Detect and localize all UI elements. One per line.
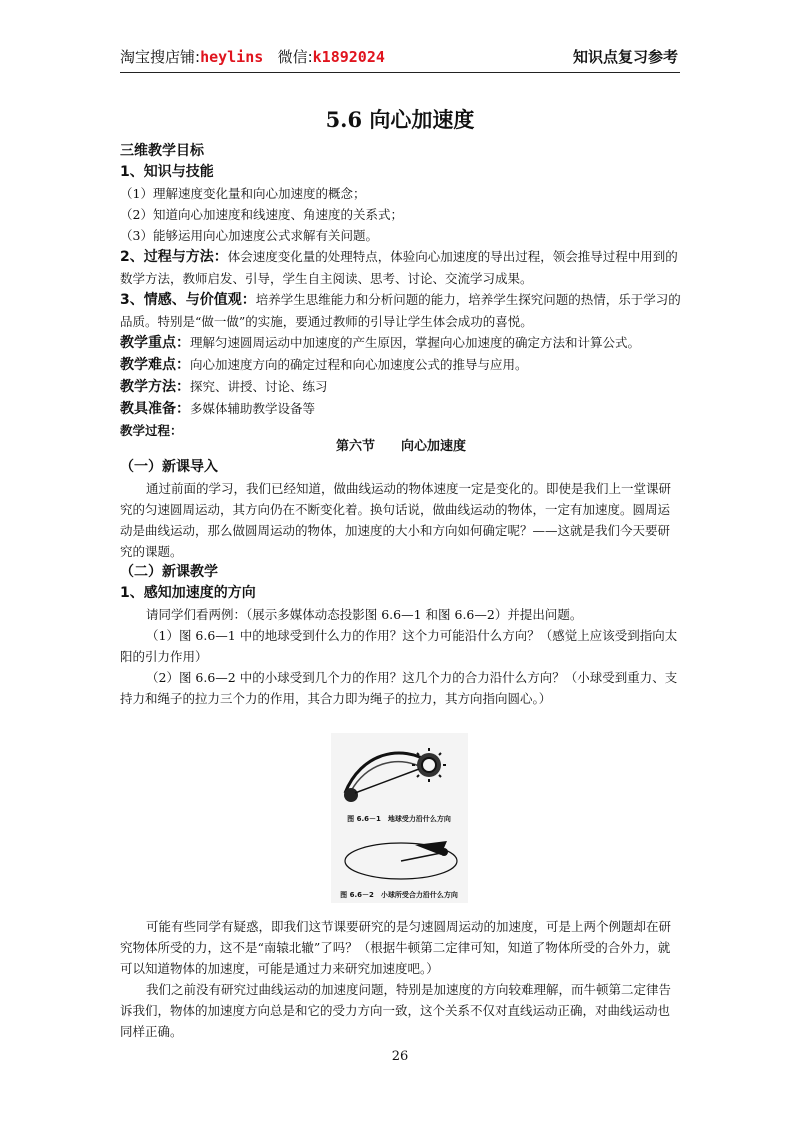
teaching-method <box>120 376 682 398</box>
after-figure-section <box>120 916 682 1042</box>
method-label: 教学方法： <box>120 379 190 395</box>
intro-heading: （一）新课导入 <box>120 459 218 475</box>
emotion-paragraph <box>120 289 682 332</box>
figure-image <box>331 733 468 903</box>
wechat-id: k1892024 <box>312 48 385 66</box>
earth-icon <box>344 788 358 802</box>
shop-name: heylins <box>200 48 264 66</box>
new-lesson-paragraph: 请同学们看两例：（展示多媒体动态投影图 6.6—1 和图 6.6—2）并提出问题。 <box>146 607 583 622</box>
method-text: 探究、讲授、讨论、练习 <box>190 379 328 394</box>
page-title: 5.6 向心加速度 <box>325 107 475 132</box>
page-header <box>120 46 678 70</box>
process-label: 教学过程： <box>120 423 183 438</box>
earth-orbit-arc <box>345 753 431 793</box>
after-paragraph: 可能有些同学有疑惑，即我们这节课要研究的是匀速圆周运动的加速度，可是上两个例题却在研究物体所受的力，这不是“南辕北辙”了吗？（根据牛顿第二定律可知，知道了物体所受的合外力，就可以知道物体的加速度，可能是通过力来研究加速度吧。） <box>120 919 672 976</box>
shop-label: 淘宝搜店铺: <box>120 48 201 66</box>
ball-icon <box>440 848 448 856</box>
new-lesson-heading: （二）新课教学 <box>120 564 218 580</box>
sun-icon <box>412 748 446 782</box>
teaching-tools <box>120 398 682 420</box>
header-shop-info <box>120 46 385 67</box>
key-point <box>120 332 682 354</box>
new-lesson-section <box>120 562 682 709</box>
figure-caption-1: 图 6.6－1 地球受力沿什么方向 <box>347 815 451 823</box>
knowledge-heading: 1、知识与技能 <box>120 164 214 180</box>
header-rule <box>120 72 680 73</box>
tools-text: 多媒体辅助教学设备等 <box>190 401 316 416</box>
page-number: 26 <box>391 1049 409 1064</box>
intro-text: 通过前面的学习，我们已经知道，做曲线运动的物体速度一定是变化的。即使是我们上一堂课研究的匀速圆周运动，其方向仍在不断变化着。换句话说，做曲线运动的物体，一定有加速度。圆周运动是曲线运动，那么做圆周运动的物体，加速度的大小和方向如何确定呢？——这就是我们今天要研究的课题。 <box>120 481 672 559</box>
knowledge-item: （1）理解速度变化量和向心加速度的概念； <box>120 186 366 201</box>
emotion-text: 培养学生思维能力和分析问题的能力，培养学生探究问题的热情，乐于学习的品质。特别是“做一做”的实施，要通过教师的引导让学生体会成功的喜悦。 <box>120 292 681 329</box>
difficulty-point <box>120 354 682 376</box>
figure-caption-2: 图 6.6－2 小球所受合力沿什么方向 <box>340 891 458 899</box>
goals-heading: 三维教学目标 <box>120 143 204 159</box>
figure-drawing <box>331 733 468 903</box>
section-title: 第六节 向心加速度 <box>335 439 466 454</box>
emotion-heading: 3、情感、与价值观： <box>120 292 256 308</box>
wechat-label: 微信: <box>277 48 313 66</box>
new-lesson-paragraph: （2）图 6.6—2 中的小球受到几个力的作用？这几个力的合力沿什么方向？（小球受到重力、支持力和绳子的拉力三个力的作用，其合力即为绳子的拉力，其方向指向圆心。） <box>120 670 678 706</box>
new-lesson-subheading: 1、感知加速度的方向 <box>120 585 256 601</box>
new-lesson-paragraph: （1）图 6.6—1 中的地球受到什么力的作用？这个力可能沿什么方向？（感觉上应该受到指向太阳的引力作用） <box>120 628 678 664</box>
difficulty-label: 教学难点： <box>120 357 190 373</box>
difficulty-text: 向心加速度方向的确定过程和向心加速度公式的推导与应用。 <box>190 357 528 372</box>
string-line <box>401 853 441 861</box>
key-label: 教学重点： <box>120 335 190 351</box>
knowledge-item: （2）知道向心加速度和线速度、角速度的关系式； <box>120 207 403 222</box>
header-right-text: 知识点复习参考 <box>572 48 678 66</box>
process-text: 体会速度变化量的处理特点，体验向心加速度的导出过程，领会推导过程中用到的数学方法，教师启发、引导，学生自主阅读、思考、讨论、交流学习成果。 <box>120 249 678 286</box>
intro-section <box>120 457 682 562</box>
force-arrow <box>355 769 419 793</box>
key-text: 理解匀速圆周运动中加速度的产生原因，掌握向心加速度的确定方法和计算公式。 <box>190 335 641 350</box>
after-paragraph: 我们之前没有研究过曲线运动的加速度问题，特别是加速度的方向较难理解，而牛顿第二定律告诉我们，物体的加速度方向总是和它的受力方向一致，这个关系不仅对直线运动正确，对曲线运动也同样正确。 <box>120 982 672 1039</box>
knowledge-item: （3）能够运用向心加速度公式求解有关问题。 <box>120 228 378 243</box>
process-heading: 2、过程与方法： <box>120 249 228 265</box>
tools-label: 教具准备： <box>120 401 190 417</box>
goals-section <box>120 141 682 441</box>
process-paragraph <box>120 246 682 289</box>
